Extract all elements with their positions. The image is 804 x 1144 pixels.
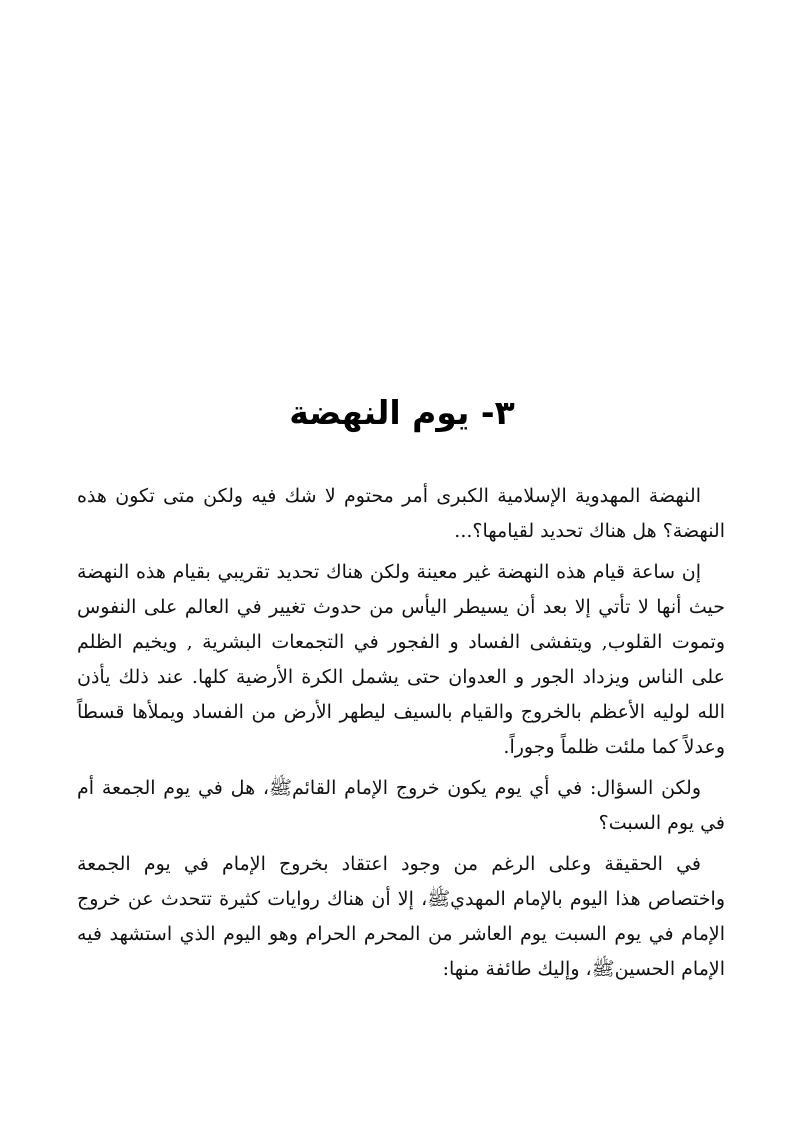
paragraph-intro: النهضة المهدوية الإسلامية الكبرى أمر محتوم لا شك فيه ولكن متى تكون هذه النهضة؟ هل هناك تحديد لقيامها؟... bbox=[77, 485, 725, 542]
paragraph-answer: في الحقيقة وعلى الرغم من وجود اعتقاد بخروج الإمام في يوم الجمعة واختصاص هذا اليوم بالإمام المهديﷺ، إلا أن هناك روايات كثيرة تتحدث عن خروج الإمام في يوم السبت يوم العاشر من المحرم الحرام وهو اليوم الذي استشهد فيه الإمام الحسينﷺ، وإليك طائفة منها: bbox=[77, 853, 725, 980]
body-text bbox=[77, 479, 725, 993]
paragraph-question: ولكن السؤال: في أي يوم يكون خروج الإمام القائمﷺ، هل في يوم الجمعة أم في يوم السبت؟ bbox=[77, 777, 725, 834]
paragraph-timing: إن ساعة قيام هذه النهضة غير معينة ولكن هناك تحديد تقريبي بقيام هذه النهضة حيث أنها لا تأتي إلا بعد أن يسيطر اليأس من حدوث تغيير في العالم على النفوس وتموت القلوب, ويتفشى الفساد و الفجور في التجمعات البشرية , ويخيم الظلم على الناس ويزداد الجور و العدوان حتى يشمل الكرة الأرضية كلها. عند ذلك يأذن الله لوليه الأعظم بالخروج والقيام بالسيف ليطهر الأرض من الفساد ويملأها قسطاً وعدلاً كما ملئت ظلماً وجوراً. bbox=[77, 561, 725, 758]
page-title: ٣- يوم النهضة bbox=[289, 393, 515, 432]
